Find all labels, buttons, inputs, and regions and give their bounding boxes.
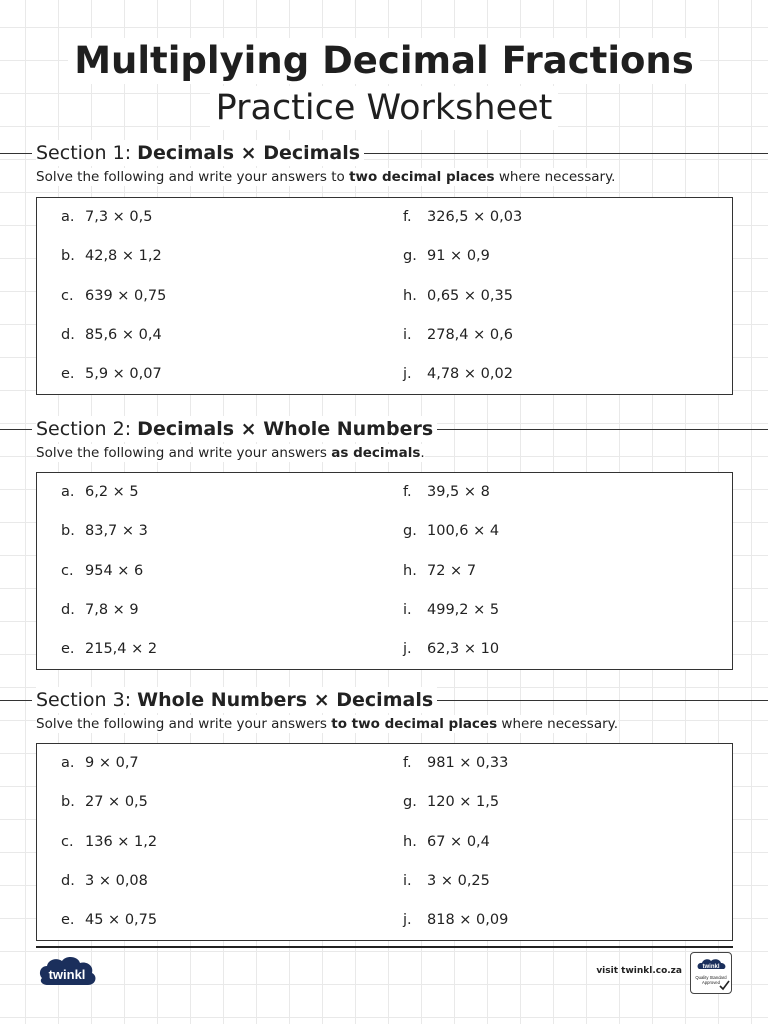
question-item [61, 832, 157, 852]
instr-text: Solve the following and write your answers to [36, 169, 350, 185]
question-expression: 3 × 0,25 [427, 873, 490, 889]
question-label: f. [403, 755, 412, 771]
question-label: d. [61, 602, 75, 618]
question-expression: 67 × 0,4 [427, 834, 490, 850]
question-label: a. [61, 484, 75, 500]
question-item [403, 910, 508, 930]
question-label: e. [61, 912, 75, 928]
question-label: f. [403, 209, 412, 225]
question-expression: 7,8 × 9 [85, 602, 139, 618]
question-item [61, 792, 148, 812]
question-item [61, 246, 162, 266]
question-item [61, 207, 153, 227]
badge-line-2: Approved [702, 980, 720, 985]
visit-website-link[interactable]: visit twinkl.co.za [596, 966, 682, 976]
question-item [61, 600, 139, 620]
question-expression: 3 × 0,08 [85, 873, 148, 889]
question-label: b. [61, 523, 75, 539]
section-3-heading [0, 687, 768, 713]
page-header [0, 38, 768, 130]
heading-rule-left [0, 153, 32, 154]
question-item [403, 286, 513, 306]
instr-text: Solve the following and write your answers [36, 716, 332, 732]
heading-rule-right [348, 153, 768, 154]
question-item [61, 639, 157, 659]
question-item [61, 910, 157, 930]
question-item [61, 561, 143, 581]
question-expression: 954 × 6 [85, 563, 144, 579]
quality-standard-badge [690, 952, 732, 994]
instr-text: . [420, 445, 425, 461]
instr-emphasis: to two decimal places [331, 716, 498, 732]
section-prefix: Section 2: [36, 418, 138, 440]
question-item [403, 521, 499, 541]
question-expression: 499,2 × 5 [427, 602, 500, 618]
logo-wordmark: twinkl [48, 967, 86, 982]
question-expression: 278,4 × 0,6 [427, 327, 513, 343]
question-expression: 326,5 × 0,03 [427, 209, 523, 225]
section-1-questions [36, 197, 733, 395]
question-label: h. [403, 834, 417, 850]
page-title: Multiplying Decimal Fractions [68, 38, 700, 84]
question-item [403, 753, 508, 773]
heading-rule-left [0, 700, 32, 701]
section-title: Decimals × Decimals [137, 142, 361, 164]
question-label: d. [61, 873, 75, 889]
question-item [61, 871, 148, 891]
question-expression: 45 × 0,75 [85, 912, 158, 928]
section-title: Whole Numbers × Decimals [137, 689, 434, 711]
question-expression: 7,3 × 0,5 [85, 209, 153, 225]
question-label: e. [61, 641, 75, 657]
question-item [61, 753, 139, 773]
instr-text: Solve the following and write your answers [36, 445, 332, 461]
question-expression: 639 × 0,75 [85, 288, 167, 304]
instr-emphasis: two decimal places [349, 169, 495, 185]
question-expression: 120 × 1,5 [427, 794, 500, 810]
question-item [61, 286, 166, 306]
heading-rule-left [0, 429, 32, 430]
question-label: b. [61, 794, 75, 810]
question-item [403, 364, 513, 384]
section-1-heading [0, 140, 768, 166]
question-expression: 0,65 × 0,35 [427, 288, 513, 304]
question-item [61, 521, 148, 541]
twinkl-logo[interactable] [36, 952, 100, 990]
question-expression: 62,3 × 10 [427, 641, 500, 657]
instr-text: where necessary. [497, 716, 619, 732]
question-label: e. [61, 366, 75, 382]
question-item [61, 325, 162, 345]
question-expression: 215,4 × 2 [85, 641, 158, 657]
question-label: g. [403, 523, 417, 539]
question-item [403, 207, 522, 227]
question-item [61, 364, 162, 384]
checkmark-icon [720, 981, 729, 989]
question-item [61, 482, 139, 502]
page-subtitle: Practice Worksheet [210, 86, 559, 130]
section-3-instructions [36, 715, 618, 733]
question-expression: 83,7 × 3 [85, 523, 148, 539]
section-3-questions [36, 743, 733, 941]
question-label: j. [403, 641, 412, 657]
question-label: d. [61, 327, 75, 343]
badge-graphic [691, 953, 731, 993]
question-label: i. [403, 602, 412, 618]
question-expression: 72 × 7 [427, 563, 477, 579]
question-label: c. [61, 563, 74, 579]
question-label: h. [403, 563, 417, 579]
question-expression: 136 × 1,2 [85, 834, 158, 850]
question-expression: 39,5 × 8 [427, 484, 490, 500]
footer-rule [36, 946, 733, 948]
question-item [403, 832, 490, 852]
question-expression: 818 × 0,09 [427, 912, 509, 928]
question-expression: 27 × 0,5 [85, 794, 148, 810]
section-2-heading [0, 416, 768, 442]
question-label: j. [403, 366, 412, 382]
question-label: i. [403, 873, 412, 889]
question-item [403, 600, 499, 620]
question-expression: 100,6 × 4 [427, 523, 500, 539]
question-label: c. [61, 834, 74, 850]
question-item [403, 561, 476, 581]
question-label: f. [403, 484, 412, 500]
instr-emphasis: as decimals [331, 445, 421, 461]
question-expression: 981 × 0,33 [427, 755, 509, 771]
instr-text: where necessary. [494, 169, 616, 185]
badge-line-1: Quality Standard [695, 975, 727, 980]
question-expression: 9 × 0,7 [85, 755, 139, 771]
question-label: a. [61, 209, 75, 225]
question-expression: 4,78 × 0,02 [427, 366, 513, 382]
question-label: i. [403, 327, 412, 343]
question-item [403, 639, 499, 659]
heading-rule-right [420, 700, 768, 701]
question-item [403, 246, 490, 266]
badge-wordmark: twinkl [702, 964, 720, 970]
question-expression: 6,2 × 5 [85, 484, 139, 500]
section-2-instructions [36, 444, 425, 462]
question-expression: 5,9 × 0,07 [85, 366, 162, 382]
section-prefix: Section 1: [36, 142, 138, 164]
question-expression: 85,6 × 0,4 [85, 327, 162, 343]
question-expression: 91 × 0,9 [427, 248, 490, 264]
question-expression: 42,8 × 1,2 [85, 248, 162, 264]
question-label: j. [403, 912, 412, 928]
section-1-instructions [36, 168, 615, 186]
question-label: c. [61, 288, 74, 304]
question-item [403, 482, 490, 502]
question-item [403, 871, 490, 891]
question-label: g. [403, 794, 417, 810]
question-label: g. [403, 248, 417, 264]
question-label: a. [61, 755, 75, 771]
question-item [403, 792, 499, 812]
heading-rule-right [416, 429, 768, 430]
question-label: h. [403, 288, 417, 304]
section-title: Decimals × Whole Numbers [137, 418, 434, 440]
question-item [403, 325, 513, 345]
question-label: b. [61, 248, 75, 264]
section-prefix: Section 3: [36, 689, 138, 711]
section-2-questions [36, 472, 733, 670]
